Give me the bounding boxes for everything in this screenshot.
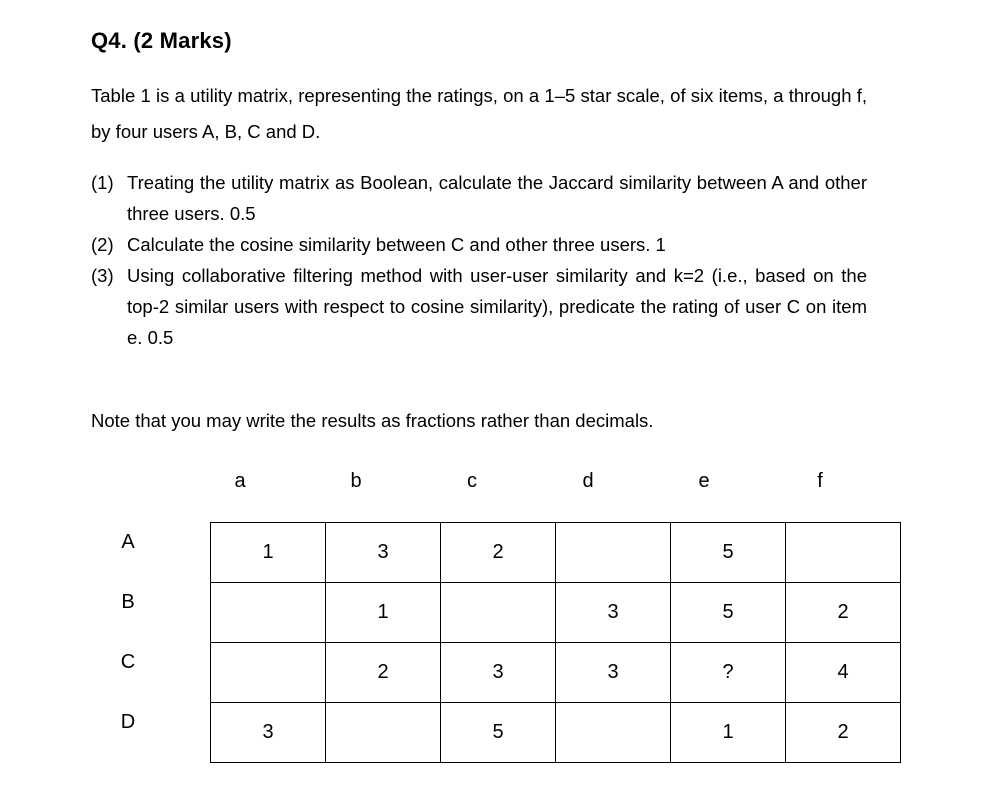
table-cell	[326, 703, 441, 763]
table-cell: 1	[671, 703, 786, 763]
sub-question-text: Using collaborative filtering method with user-user similarity and k=2 (i.e., based on the top-2 similar users with respect to cosine similarity), predicate the rating of user C on item e. 0.5	[127, 265, 867, 348]
table-cell	[441, 583, 556, 643]
utility-matrix-table	[210, 522, 901, 763]
column-header-c: c	[467, 470, 477, 492]
table-cell	[786, 523, 901, 583]
sub-question-1	[91, 167, 867, 229]
sub-question-number: (3)	[91, 265, 114, 286]
table-row	[211, 583, 901, 643]
sub-question-text: Calculate the cosine similarity between C and other three users. 1	[127, 234, 666, 255]
table-cell: 4	[786, 643, 901, 703]
intro-paragraph: Table 1 is a utility matrix, representing the ratings, on a 1–5 star scale, of six items, a through f, by four users A, B, C and D.	[91, 85, 867, 142]
row-header-D: D	[120, 711, 136, 733]
column-header-f: f	[817, 470, 823, 492]
sub-question-number: (1)	[91, 172, 114, 193]
sub-question-3	[91, 260, 867, 353]
column-header-b: b	[350, 470, 362, 492]
table-cell: 3	[441, 643, 556, 703]
table-cell	[556, 523, 671, 583]
row-header-A: A	[121, 531, 135, 553]
row-header-B: B	[121, 591, 135, 613]
table-row	[211, 703, 901, 763]
column-header-e: e	[698, 470, 710, 492]
table-cell: 2	[326, 643, 441, 703]
table-cell: 3	[211, 703, 326, 763]
column-header-d: d	[582, 470, 594, 492]
table-row	[211, 523, 901, 583]
table-cell: 5	[671, 523, 786, 583]
row-header-C: C	[120, 651, 136, 673]
table-cell: 3	[556, 643, 671, 703]
sub-question-2	[91, 229, 867, 260]
table-cell: ?	[671, 643, 786, 703]
sub-question-number: (2)	[91, 234, 114, 255]
note-text: Note that you may write the results as fractions rather than decimals.	[91, 410, 654, 431]
table-cell: 3	[556, 583, 671, 643]
column-header-a: a	[234, 470, 246, 492]
table-cell: 3	[326, 523, 441, 583]
table-cell	[556, 703, 671, 763]
table-cell: 5	[441, 703, 556, 763]
sub-question-text: Treating the utility matrix as Boolean, calculate the Jaccard similarity between A and other three users. 0.5	[127, 172, 867, 224]
table-cell: 1	[211, 523, 326, 583]
table-cell	[211, 643, 326, 703]
question-heading: Q4. (2 Marks)	[91, 28, 232, 53]
table-cell: 2	[786, 583, 901, 643]
table-cell: 2	[786, 703, 901, 763]
table-cell: 1	[326, 583, 441, 643]
table-cell: 2	[441, 523, 556, 583]
table-cell: 5	[671, 583, 786, 643]
table-cell	[211, 583, 326, 643]
table-row	[211, 643, 901, 703]
